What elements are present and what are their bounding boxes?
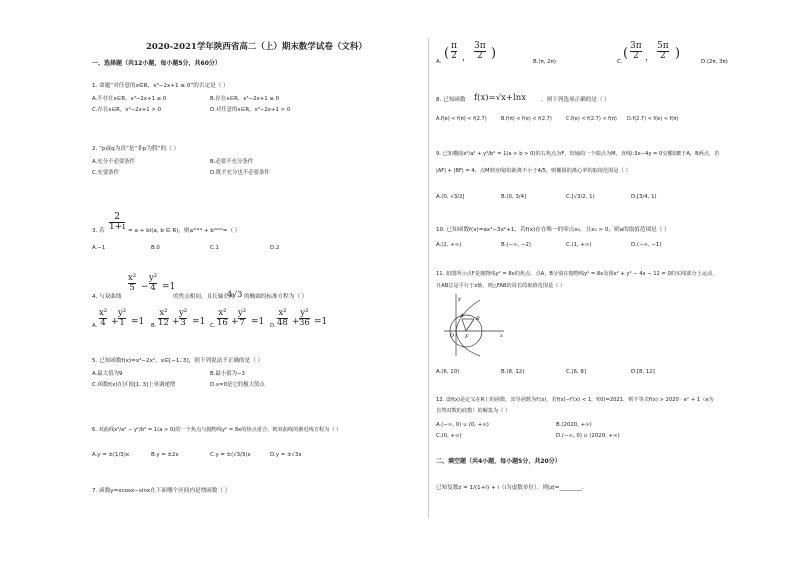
q4-b-plus: + xyxy=(172,317,180,327)
q2-stem: 2. “p或q为真”是“非p为假”的（ ） xyxy=(92,146,180,152)
q7-c-lparen: ( xyxy=(623,46,629,61)
q4-c-num1: x² xyxy=(218,308,227,318)
q4-hyp-x-frac xyxy=(128,274,136,292)
q4-d-den1: 48 xyxy=(277,317,288,328)
q2-option-a: A.充分不必要条件 xyxy=(92,159,136,165)
fig-label-y: y xyxy=(458,296,461,302)
q1-option-a: A.不存在x∈R，x³−2x+1 ≤ 0 xyxy=(92,96,167,102)
q3-option-d: D.2 xyxy=(270,245,280,251)
q4-d-num2: y² xyxy=(300,308,309,318)
q4-a-den1: 4 xyxy=(100,317,106,328)
q4-option-a-label: A. xyxy=(92,323,98,329)
q3-frac-denominator: 1+i xyxy=(109,222,126,232)
q10-stem: 10. 已知函数f(x)=ax³−3x²+1，若f(x)存在唯一的零点x₀，且x₀ > 0，则a的取值范围是（ ） xyxy=(436,227,670,233)
q4-hyp-y-den: 4 xyxy=(150,282,156,293)
section-1-heading: 一、选择题（共12小题，每小题5分，共60分） xyxy=(92,60,221,67)
q7-c-num2: 5π xyxy=(657,41,669,51)
q7-a-num2: 3π xyxy=(474,41,486,51)
q4-d-frac1 xyxy=(277,309,288,327)
q4-a-frac1 xyxy=(99,309,107,327)
segment-af xyxy=(462,319,466,331)
q4-c-eq: =1 xyxy=(251,317,265,327)
q2-option-d: D.既不充分也不必要条件 xyxy=(210,170,270,176)
q7-c-den1: 2 xyxy=(632,51,639,61)
q9-line-2: |AF| + |BF| = 4，点M到直线l的距离不小于4/5，则椭圆的离心率的取值范围是（ ） xyxy=(436,168,631,174)
q4-d-eq: =1 xyxy=(314,317,328,327)
q12-option-c: C.(0, +∞) xyxy=(436,433,462,439)
q6-option-b: B.y = ±2x xyxy=(151,452,179,458)
q4-hyp-eq: =1 xyxy=(162,282,176,292)
q7-a-comma: ， xyxy=(462,53,472,63)
q7-option-a-label: A. xyxy=(436,59,442,65)
q4-c-num2: y² xyxy=(238,308,247,318)
q3-frac-numerator: 2 xyxy=(114,212,120,222)
q4-c-den2: 7 xyxy=(239,317,245,328)
section-2-heading: 二、填空题（共4小题，每小题5分，共20分） xyxy=(436,458,561,465)
q12-option-d: D.(−∞, 0) ∪ (2020, +∞) xyxy=(556,433,620,439)
q11-option-b: B.(8, 12) xyxy=(501,369,525,375)
q12-option-b: B.(2020, +∞) xyxy=(556,422,592,428)
q7-a-den1: 2 xyxy=(451,51,457,61)
q4-hyp-y-num: y² xyxy=(149,273,158,283)
q12-option-a: A.(−∞, 0) ∪ (0, +∞) xyxy=(436,422,489,428)
q4-hyp-x-den: 5 xyxy=(129,282,135,293)
q8-option-a: A.f(e) < f(π) < f(2.7) xyxy=(436,116,487,122)
q4-option-c-label: C. xyxy=(210,323,216,329)
q7-a-frac2 xyxy=(474,42,486,61)
q7-c-num1: 3π xyxy=(630,41,642,51)
q4-a-num1: x² xyxy=(99,308,108,318)
q11-option-c: C.[6, 8] xyxy=(566,369,586,375)
q5-option-d: D.x=0是它的极大值点 xyxy=(210,382,265,388)
q4-a-frac2 xyxy=(118,309,126,327)
q11-option-d: D.[8, 12] xyxy=(631,369,655,375)
q10-option-b: B.(−∞, −2) xyxy=(501,242,531,248)
q1-option-b: B.存在x∈R，x³−2x+1 ≤ 0 xyxy=(210,96,280,102)
q4-b-eq: =1 xyxy=(192,317,206,327)
q12-line-1: 12. 设f(x)是定义在R上的函数，其导函数为f′(x)，若f(x)−f′(x) < 1，f(0)=2021，则不等式f(x) > 2020 · eˣ + 1（e为 xyxy=(436,397,714,403)
q4-hyp-minus: − xyxy=(141,282,149,292)
q9-option-b: B.(0, 3/4] xyxy=(501,194,527,200)
q10-option-a: A.(2, +∞) xyxy=(436,242,462,248)
q8-stem-end: ，则下列选项正确的是（ ） xyxy=(541,97,610,103)
q4-hyp-y-frac xyxy=(149,274,157,292)
q4-hyp-x-num: x² xyxy=(128,273,137,283)
q7-a-lparen: ( xyxy=(444,46,450,61)
q3-option-b: B.0 xyxy=(151,245,160,251)
q7-a-frac1 xyxy=(451,42,457,61)
q4-c-den1: 16 xyxy=(217,317,228,328)
q10-option-d: D.(−∞, −1) xyxy=(631,242,662,248)
fig-label-f: F xyxy=(465,334,469,340)
q7-a-num1: π xyxy=(451,41,457,51)
q7-option-d: D.(2π, 3π) xyxy=(701,59,728,65)
q12-line-2: 自然对数的底数）的解集为（ ） xyxy=(436,408,511,414)
q4-option-b-label: B. xyxy=(151,323,157,329)
q6-option-d: D.y = ±√3x xyxy=(270,452,302,458)
q5-option-b: B.最小值为−3 xyxy=(210,371,245,377)
q4-b-num1: x² xyxy=(159,308,168,318)
q1-option-c: C.存在x∈R，x³−2x+1 > 0 xyxy=(92,107,162,113)
q6-option-a: A.y = ±(1/3)x xyxy=(92,452,130,458)
q13-stem: 已知复数z = 1/(1+i) + i（i为虚数单位），则|z|=________. xyxy=(436,485,584,491)
q3-number: 3. 若 xyxy=(92,228,105,234)
q8-option-d: D.f(2.7) < f(e) < f(π) xyxy=(627,116,679,122)
q7-c-rparen: ) xyxy=(675,46,681,61)
segment-bf xyxy=(466,319,474,331)
q4-d-num1: x² xyxy=(278,308,287,318)
q5-option-a: A.最大值为9 xyxy=(92,371,123,377)
q4-stem-end: 的椭圆的标准方程为（ ） xyxy=(244,294,308,300)
q4-a-den2: 1 xyxy=(119,317,125,328)
q10-option-c: C.(1, +∞) xyxy=(566,242,592,248)
q4-option-d-label: D. xyxy=(270,323,276,329)
q9-option-a: A.(0, √3/2] xyxy=(436,194,465,200)
q9-option-d: D.[3/4, 1) xyxy=(631,194,657,200)
q7-a-rparen: ) xyxy=(491,46,497,61)
q4-number: 4. 与双曲线 xyxy=(92,294,122,300)
exam-title: 2020-2021学年陕西省高二（上）期末数学试卷（文科） xyxy=(146,42,367,52)
q4-b-den2: 3 xyxy=(180,317,186,328)
q3-stem-rest: = a + bi(a, b ∈ R)，则a²⁰¹⁹ + b²⁰²⁰=（ ） xyxy=(128,228,241,234)
q4-d-frac2 xyxy=(299,309,310,327)
q4-b-den1: 12 xyxy=(158,317,169,328)
q11-line-2: 且AB总是平行于x轴，则△FAB的周长的取值范围是（ ） xyxy=(436,283,566,289)
q7-c-frac1 xyxy=(630,42,642,61)
fig-label-b: B xyxy=(476,316,480,322)
q11-line-1: 11. 如图所示点F是抛物线y² = 8x的焦点，点A，B分别在抛物线y² = 8x及圆x² + y² − 4x − 12 = 0的实线部分上运动， xyxy=(436,271,718,277)
fig-label-a: A xyxy=(460,313,464,319)
q4-stem-mid: 的焦点相同，且长轴长为 xyxy=(173,294,235,300)
q4-b-frac1 xyxy=(158,309,169,327)
q9-line-1: 9. 已知椭圆x²/a² + y²/b² = 1(a > b > 0)的右焦点为F，短轴的一个端点为M，直线l:3x−4y = 0交椭圆E于A，B两点，若 xyxy=(436,151,720,157)
q7-option-c-label: C. xyxy=(617,59,623,65)
q1-option-d: D.对任意的x∈R，x³−2x+1 > 0 xyxy=(210,107,291,113)
q2-option-c: C.充要条件 xyxy=(92,170,120,176)
q7-c-frac2 xyxy=(657,42,669,61)
q4-c-frac1 xyxy=(217,309,228,327)
q4-d-plus: + xyxy=(292,317,300,327)
q4-c-frac2 xyxy=(238,309,246,327)
q7-stem: 7. 函数y=xcosx−sinx在下面哪个区间内是增函数（ ） xyxy=(92,488,231,494)
q3-option-c: C.1 xyxy=(210,245,219,251)
q4-b-frac2 xyxy=(179,309,187,327)
q3-option-a: A.−1 xyxy=(92,245,106,251)
q8-option-b: B.f(π) < f(e) < f(2.7) xyxy=(501,116,552,122)
q11-figure xyxy=(440,292,506,358)
q2-option-b: B.必要不充分条件 xyxy=(210,159,254,165)
q3-fraction xyxy=(109,213,125,232)
q9-option-c: C.[√3/2, 1) xyxy=(566,194,595,200)
q7-option-b: B.(π, 2π) xyxy=(533,59,556,65)
fig-label-x: x xyxy=(500,333,503,339)
q8-option-c: C.f(e) < f(2.7) < f(π) xyxy=(566,116,617,122)
q6-stem: 6. 双曲线x²/a² − y²/b² = 1(a > 0)的一个焦点与抛物线y² = 8x的焦点重合，则双曲线的渐近线方程为（ ） xyxy=(92,427,342,433)
q11-option-a: A.(6, 10) xyxy=(436,369,460,375)
q7-a-den2: 2 xyxy=(476,51,483,61)
q8-formula: f(x)=√x+lnx xyxy=(474,93,527,103)
q4-b-num2: y² xyxy=(179,308,188,318)
q4-d-den2: 36 xyxy=(299,317,310,328)
q4-a-plus: + xyxy=(111,317,119,327)
q4-c-plus: + xyxy=(231,317,239,327)
q5-option-c: C.函数f(x)在区间[1, 3]上单调递增 xyxy=(92,382,176,388)
q8-number: 8. 已知函数 xyxy=(436,97,466,103)
q5-stem: 5. 已知函数f(x)=x³−2x²，x∈[−1, 3]，则下列说法不正确的是（ ） xyxy=(92,358,264,364)
q7-c-comma: ， xyxy=(645,53,655,63)
q1-stem: 1. 命题“对任意的x∈R，x³−2x+1 ≤ 0”的否定是（ ） xyxy=(92,83,229,89)
q6-option-c: C.y = ±(√3/3)x xyxy=(210,452,251,458)
column-divider xyxy=(428,38,429,518)
fig-label-o: O xyxy=(450,333,455,339)
q7-c-den2: 2 xyxy=(659,51,666,61)
q4-a-num2: y² xyxy=(118,308,127,318)
q4-a-eq: =1 xyxy=(131,317,145,327)
q4-axis-length: 4√3 xyxy=(227,290,243,299)
